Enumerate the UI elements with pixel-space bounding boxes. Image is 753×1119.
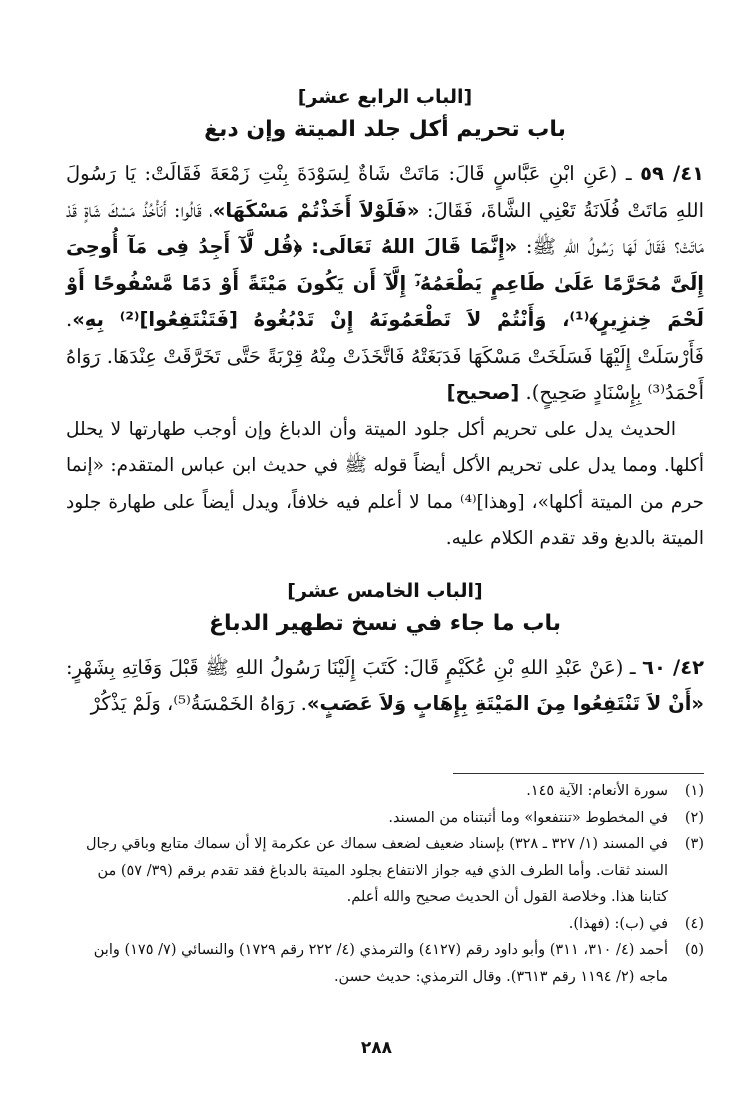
footnote-4-text: في (ب): (فهذا). bbox=[568, 915, 668, 932]
hadith-59-text-2: ، قَالُوا: أَنَأْخُذُ مَسْكَ شَاةٍ قَدْ مَاتَتْ؟ فَقَالَ لَهَا رَسُولُ اللهِ ﷺ: bbox=[66, 198, 705, 258]
hadith-59-grade: [صحيح] bbox=[446, 381, 520, 404]
chapter-15 bbox=[66, 576, 704, 642]
footnote-5 bbox=[66, 937, 704, 990]
hadith-59-text-3: . فَأَرْسَلَتْ إِلَيْهَا فَسَلَخَتْ مَسْكَهَا فَدَبَغَتْهُ فَاتَّخَذَتْ مِنْهُ قِرْبَةً حَتَّى تَخَرَّقَتْ عِنْدَهَا. رَوَاهُ أَحْمَدُ⁽³⁾ بِإِسْنَادٍ صَحِيحٍ). bbox=[66, 308, 704, 404]
chapter-14-label: [الباب الرابع عشر] bbox=[297, 86, 473, 108]
hadith-60-text-2: . رَوَاهُ الخَمْسَةُ⁽⁵⁾، وَلَمْ يَذْكُرْ bbox=[90, 692, 307, 715]
footnote-1 bbox=[66, 778, 704, 805]
footnote-divider bbox=[453, 773, 704, 774]
footnote-5-text: أحمد (٤/ ٣١٠، ٣١١) وأبو داود رقم (٤١٢٧) والترمذي (٤/ ٢٢٢ رقم ١٧٢٩) والنسائي (٧/ ١٧٥) وابن ماجه (٢/ ١١٩٤ رقم ٣٦١٣). وقال الترمذي: حديث حسن. bbox=[93, 942, 668, 985]
chapter-15-label: [الباب الخامس عشر] bbox=[287, 579, 483, 602]
hadith-59-prophetic-1: «فَلَوْلاَ أَخَذْتُمْ مَسْكَهَا» bbox=[212, 198, 420, 222]
footnote-4 bbox=[66, 911, 704, 938]
hadith-60-number: ٤٢/ ٦٠ bbox=[642, 655, 704, 679]
footnote-2-number: (٢) bbox=[684, 809, 704, 826]
footnote-3-number: (٣) bbox=[684, 836, 704, 852]
hadith-59-number: ٤١/ ٥٩ bbox=[640, 162, 704, 185]
footnote-1-text: سورة الأنعام: الآية ١٤٥. bbox=[526, 783, 668, 799]
hadith-59 bbox=[66, 156, 704, 412]
footnote-5-number: (٥) bbox=[684, 942, 704, 958]
footnote-2-text: في المخطوط «تنتفعوا» وما أثبتناه من المسند. bbox=[388, 809, 668, 826]
page-number: ٢٨٨ bbox=[360, 1038, 393, 1058]
hadith-60 bbox=[66, 650, 704, 723]
hadith-59-prophetic-2: «إِنَّمَا قَالَ اللهُ تَعَالَى: ﴿قُل لَّآ أَجِدُ فِى مَآ أُوحِىَ إِلَىَّ مُحَرَّمًا عَلَىٰ طَاعِمٍ يَطْعَمُهُۥٓ إِلَّآ أَن يَكُونَ مَيْتَةً أَوْ دَمًا مَّسْفُوحًا أَوْ لَحْمَ خِنزِيرٍ﴾⁽¹⁾، وَأَنْتُمْ لاَ تَطْعَمُونَهُ إِنْ تَدْبُغُوهُ [فَتَنْتَفِعُوا]⁽²⁾ بِهِ» bbox=[66, 235, 705, 331]
hadith-60-prophetic: «أَنْ لاَ تَنْتَفِعُوا مِنَ المَيْتَةِ بِإِهَابٍ وَلاَ عَصَبٍ» bbox=[306, 692, 704, 715]
page-body bbox=[66, 82, 704, 723]
chapter-15-title: باب ما جاء في نسخ تطهير الدباغ bbox=[209, 610, 561, 636]
footnotes bbox=[66, 778, 704, 990]
hadith-60-text-1: ـ (عَنْ عَبْدِ اللهِ بْنِ عُكَيْمٍ قَالَ: كَتَبَ إِلَيْنَا رَسُولُ اللهِ ﷺ قَبْلَ وَفَاتِهِ بِشَهْرٍ: bbox=[66, 655, 636, 679]
chapter-14-title: باب تحريم أكل جلد الميتة وإن دبغ bbox=[204, 117, 566, 142]
hadith-59-text-1: ـ (عَنِ ابْنِ عَبَّاسٍ قَالَ: مَاتَتْ شَاةٌ لِسَوْدَةَ بِنْتِ زَمْعَةَ فَقَالَتْ: يَا رَسُولَ اللهِ مَاتَتْ فُلَانَةُ تَعْنِي الشَّاةَ، فَقَالَ: bbox=[66, 162, 704, 222]
commentary-59: الحديث يدل على تحريم أكل جلود الميتة وأن الدباغ وإن أوجب طهارتها لا يحلل أكلها. ومما يدل على تحريم الأكل أيضاً قوله ﷺ في حديث ابن عباس المتقدم: «إنما حرم من الميتة أكلها»، [وهذا]⁽⁴⁾ مما لا أعلم فيه خلافاً، ويدل أيضاً على طهارة جلود الميتة بالدبغ وقد تقدم الكلام عليه. bbox=[66, 418, 704, 549]
footnote-4-number: (٤) bbox=[684, 915, 704, 932]
footnote-3 bbox=[66, 831, 704, 911]
footnote-2 bbox=[66, 805, 704, 832]
footnote-3-text: في المسند (١/ ٣٢٧ ـ ٣٢٨) بإسناد ضعيف لضعف سماك عن عكرمة إلا أن سماك متابع وباقي رجال السند ثقات. وأما الطرف الذي فيه جواز الانتفاع بجلود الميتة بالدباغ فقد تقدم برقم (٣٩/ ٥٧) من كتابنا هذا. وخلاصة القول أن الحديث صحيح والله أعلم. bbox=[85, 836, 668, 905]
footnote-1-number: (١) bbox=[684, 783, 704, 799]
